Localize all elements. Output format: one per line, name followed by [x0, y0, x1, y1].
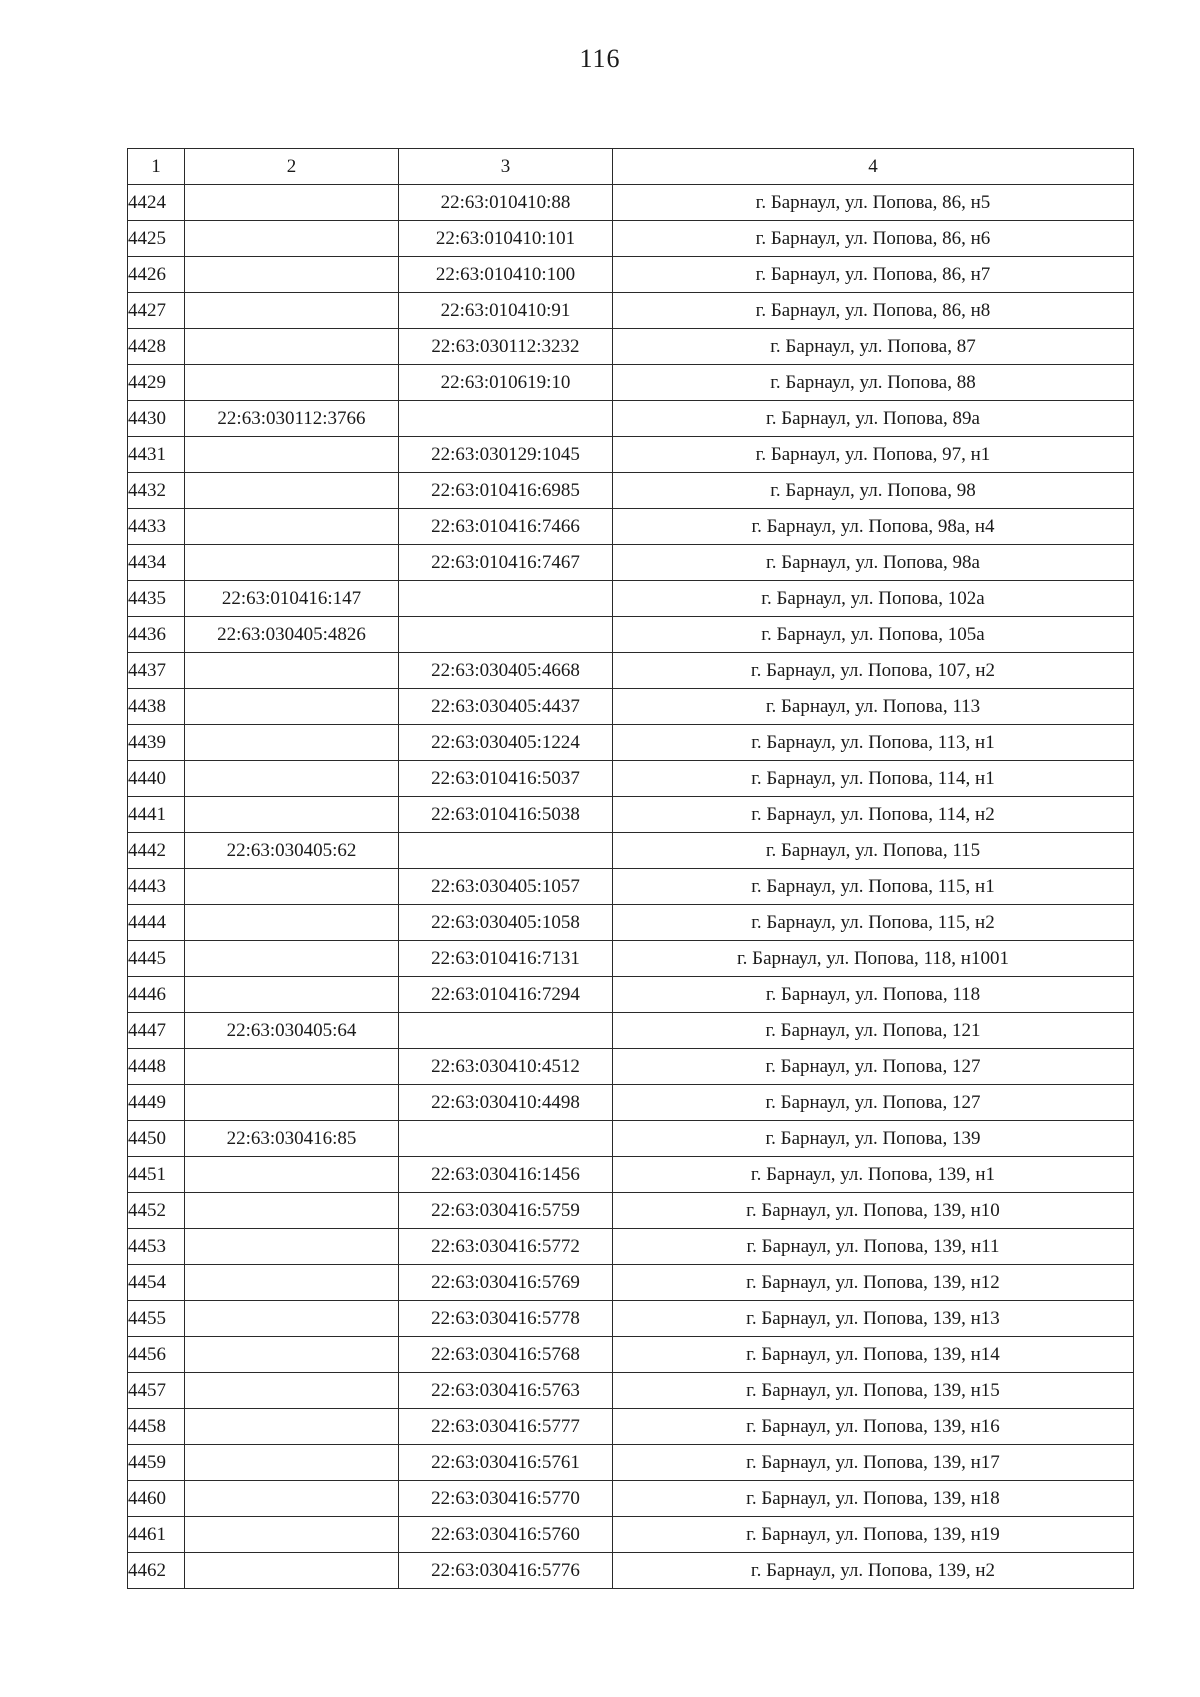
cadastral-number-col3: 22:63:030416:5759: [399, 1193, 613, 1229]
cadastral-number-col3: 22:63:030405:4437: [399, 689, 613, 725]
cadastral-number-col2: [185, 437, 399, 473]
table-row: [128, 365, 1134, 401]
address: г. Барнаул, ул. Попова, 98а, н4: [613, 509, 1134, 545]
table-row: [128, 185, 1134, 221]
table-row: [128, 797, 1134, 833]
row-number: 4459: [128, 1445, 185, 1481]
cadastral-number-col2: [185, 1085, 399, 1121]
row-number: 4446: [128, 977, 185, 1013]
address: г. Барнаул, ул. Попова, 86, н8: [613, 293, 1134, 329]
cadastral-number-col3: 22:63:030416:5772: [399, 1229, 613, 1265]
address: г. Барнаул, ул. Попова, 115, н1: [613, 869, 1134, 905]
cadastral-number-col3: 22:63:010410:101: [399, 221, 613, 257]
address: г. Барнаул, ул. Попова, 139, н14: [613, 1337, 1134, 1373]
table-row: [128, 1013, 1134, 1049]
cadastral-number-col2: [185, 365, 399, 401]
row-number: 4434: [128, 545, 185, 581]
cadastral-number-col3: [399, 401, 613, 437]
row-number: 4456: [128, 1337, 185, 1373]
address: г. Барнаул, ул. Попова, 127: [613, 1085, 1134, 1121]
row-number: 4454: [128, 1265, 185, 1301]
cadastral-number-col2: [185, 221, 399, 257]
address: г. Барнаул, ул. Попова, 139, н19: [613, 1517, 1134, 1553]
table-row: [128, 689, 1134, 725]
cadastral-number-col3: 22:63:010416:7131: [399, 941, 613, 977]
table-row: [128, 1229, 1134, 1265]
address: г. Барнаул, ул. Попова, 139, н1: [613, 1157, 1134, 1193]
table-body: [128, 185, 1134, 1589]
table-row: [128, 257, 1134, 293]
cadastral-number-col2: [185, 797, 399, 833]
header-col-1: 1: [128, 149, 185, 185]
cadastral-number-col2: [185, 1445, 399, 1481]
address: г. Барнаул, ул. Попова, 88: [613, 365, 1134, 401]
row-number: 4451: [128, 1157, 185, 1193]
table-row: [128, 1481, 1134, 1517]
cadastral-number-col3: 22:63:030416:5760: [399, 1517, 613, 1553]
table-row: [128, 869, 1134, 905]
table-row: [128, 1157, 1134, 1193]
table-row: [128, 329, 1134, 365]
address: г. Барнаул, ул. Попова, 139, н11: [613, 1229, 1134, 1265]
table-row: [128, 1337, 1134, 1373]
table-row: [128, 1373, 1134, 1409]
table-row: [128, 293, 1134, 329]
row-number: 4425: [128, 221, 185, 257]
page-number: 116: [579, 44, 621, 73]
row-number: 4449: [128, 1085, 185, 1121]
cadastral-number-col3: [399, 1013, 613, 1049]
cadastral-number-col2: [185, 545, 399, 581]
table-row: [128, 1085, 1134, 1121]
cadastral-number-col2: [185, 1517, 399, 1553]
cadastral-number-col2: [185, 293, 399, 329]
row-number: 4461: [128, 1517, 185, 1553]
table-row: [128, 653, 1134, 689]
address: г. Барнаул, ул. Попова, 86, н5: [613, 185, 1134, 221]
row-number: 4458: [128, 1409, 185, 1445]
cadastral-number-col2: [185, 185, 399, 221]
address: г. Барнаул, ул. Попова, 115: [613, 833, 1134, 869]
address: г. Барнаул, ул. Попова, 86, н7: [613, 257, 1134, 293]
row-number: 4445: [128, 941, 185, 977]
table-row: [128, 1517, 1134, 1553]
address: г. Барнаул, ул. Попова, 98а: [613, 545, 1134, 581]
table-header: [128, 149, 1134, 185]
cadastral-number-col3: [399, 617, 613, 653]
table-row: [128, 509, 1134, 545]
table-row: [128, 617, 1134, 653]
row-number: 4427: [128, 293, 185, 329]
address: г. Барнаул, ул. Попова, 139, н16: [613, 1409, 1134, 1445]
cadastral-number-col3: 22:63:030416:5777: [399, 1409, 613, 1445]
cadastral-number-col3: 22:63:030112:3232: [399, 329, 613, 365]
address: г. Барнаул, ул. Попова, 113: [613, 689, 1134, 725]
header-row: [128, 149, 1134, 185]
cadastral-number-col2: [185, 977, 399, 1013]
address: г. Барнаул, ул. Попова, 87: [613, 329, 1134, 365]
cadastral-number-col3: 22:63:030405:1057: [399, 869, 613, 905]
cadastral-number-col3: 22:63:010619:10: [399, 365, 613, 401]
cadastral-number-col2: [185, 1301, 399, 1337]
cadastral-number-col3: 22:63:010416:7466: [399, 509, 613, 545]
row-number: 4436: [128, 617, 185, 653]
cadastral-number-col2: [185, 1193, 399, 1229]
address: г. Барнаул, ул. Попова, 139, н18: [613, 1481, 1134, 1517]
cadastral-number-col2: [185, 1553, 399, 1589]
table-row: [128, 977, 1134, 1013]
address: г. Барнаул, ул. Попова, 86, н6: [613, 221, 1134, 257]
address: г. Барнаул, ул. Попова, 105а: [613, 617, 1134, 653]
row-number: 4424: [128, 185, 185, 221]
row-number: 4447: [128, 1013, 185, 1049]
table-row: [128, 905, 1134, 941]
cadastral-number-col2: [185, 653, 399, 689]
cadastral-number-col2: 22:63:030112:3766: [185, 401, 399, 437]
row-number: 4462: [128, 1553, 185, 1589]
table-row: [128, 401, 1134, 437]
table-row: [128, 1445, 1134, 1481]
address: г. Барнаул, ул. Попова, 139, н17: [613, 1445, 1134, 1481]
address: г. Барнаул, ул. Попова, 118, н1001: [613, 941, 1134, 977]
row-number: 4441: [128, 797, 185, 833]
table-row: [128, 833, 1134, 869]
cadastral-number-col3: 22:63:030405:4668: [399, 653, 613, 689]
address: г. Барнаул, ул. Попова, 89а: [613, 401, 1134, 437]
row-number: 4437: [128, 653, 185, 689]
row-number: 4443: [128, 869, 185, 905]
header-col-2: 2: [185, 149, 399, 185]
cadastral-number-col3: 22:63:030416:1456: [399, 1157, 613, 1193]
row-number: 4428: [128, 329, 185, 365]
table-row: [128, 1121, 1134, 1157]
row-number: 4453: [128, 1229, 185, 1265]
address: г. Барнаул, ул. Попова, 139, н10: [613, 1193, 1134, 1229]
row-number: 4444: [128, 905, 185, 941]
table-row: [128, 581, 1134, 617]
address: г. Барнаул, ул. Попова, 113, н1: [613, 725, 1134, 761]
cadastral-number-col3: 22:63:030129:1045: [399, 437, 613, 473]
address: г. Барнаул, ул. Попова, 139, н12: [613, 1265, 1134, 1301]
table-row: [128, 1301, 1134, 1337]
cadastral-number-col3: 22:63:010410:88: [399, 185, 613, 221]
address: г. Барнаул, ул. Попова, 107, н2: [613, 653, 1134, 689]
cadastral-number-col2: [185, 1337, 399, 1373]
row-number: 4431: [128, 437, 185, 473]
address: г. Барнаул, ул. Попова, 114, н1: [613, 761, 1134, 797]
table-row: [128, 1193, 1134, 1229]
row-number: 4460: [128, 1481, 185, 1517]
table-row: [128, 545, 1134, 581]
cadastral-number-col3: 22:63:030416:5763: [399, 1373, 613, 1409]
row-number: 4435: [128, 581, 185, 617]
table-row: [128, 941, 1134, 977]
row-number: 4426: [128, 257, 185, 293]
cadastral-number-col2: [185, 329, 399, 365]
registry-table: [127, 148, 1134, 1589]
row-number: 4442: [128, 833, 185, 869]
cadastral-number-col2: [185, 1481, 399, 1517]
cadastral-number-col2: [185, 509, 399, 545]
cadastral-number-col2: [185, 1409, 399, 1445]
cadastral-number-col2: 22:63:010416:147: [185, 581, 399, 617]
cadastral-number-col3: 22:63:030416:5761: [399, 1445, 613, 1481]
cadastral-number-col2: [185, 689, 399, 725]
cadastral-number-col3: 22:63:030416:5778: [399, 1301, 613, 1337]
cadastral-number-col2: [185, 1265, 399, 1301]
cadastral-number-col3: 22:63:010416:7467: [399, 545, 613, 581]
cadastral-number-col3: 22:63:030410:4498: [399, 1085, 613, 1121]
cadastral-number-col2: 22:63:030405:4826: [185, 617, 399, 653]
row-number: 4452: [128, 1193, 185, 1229]
table-row: [128, 221, 1134, 257]
address: г. Барнаул, ул. Попова, 98: [613, 473, 1134, 509]
address: г. Барнаул, ул. Попова, 118: [613, 977, 1134, 1013]
cadastral-number-col3: 22:63:010410:91: [399, 293, 613, 329]
table-row: [128, 473, 1134, 509]
address: г. Барнаул, ул. Попова, 114, н2: [613, 797, 1134, 833]
row-number: 4433: [128, 509, 185, 545]
cadastral-number-col2: [185, 941, 399, 977]
cadastral-number-col3: 22:63:030405:1224: [399, 725, 613, 761]
address: г. Барнаул, ул. Попова, 102а: [613, 581, 1134, 617]
table-row: [128, 1409, 1134, 1445]
cadastral-number-col3: [399, 1121, 613, 1157]
cadastral-number-col2: [185, 1229, 399, 1265]
cadastral-number-col3: 22:63:010410:100: [399, 257, 613, 293]
table-row: [128, 1049, 1134, 1085]
table-row: [128, 725, 1134, 761]
row-number: 4457: [128, 1373, 185, 1409]
cadastral-number-col3: 22:63:010416:6985: [399, 473, 613, 509]
cadastral-number-col3: 22:63:030416:5770: [399, 1481, 613, 1517]
cadastral-number-col2: [185, 1373, 399, 1409]
row-number: 4429: [128, 365, 185, 401]
row-number: 4440: [128, 761, 185, 797]
table-row: [128, 761, 1134, 797]
cadastral-number-col3: 22:63:030405:1058: [399, 905, 613, 941]
cadastral-number-col2: [185, 905, 399, 941]
address: г. Барнаул, ул. Попова, 139, н13: [613, 1301, 1134, 1337]
header-col-4: 4: [613, 149, 1134, 185]
address: г. Барнаул, ул. Попова, 139: [613, 1121, 1134, 1157]
cadastral-number-col3: 22:63:030410:4512: [399, 1049, 613, 1085]
cadastral-number-col3: [399, 581, 613, 617]
cadastral-number-col3: 22:63:010416:7294: [399, 977, 613, 1013]
cadastral-number-col3: [399, 833, 613, 869]
cadastral-number-col2: 22:63:030405:64: [185, 1013, 399, 1049]
address: г. Барнаул, ул. Попова, 121: [613, 1013, 1134, 1049]
cadastral-number-col2: [185, 869, 399, 905]
cadastral-number-col3: 22:63:030416:5768: [399, 1337, 613, 1373]
table-row: [128, 1265, 1134, 1301]
table-row: [128, 1553, 1134, 1589]
row-number: 4450: [128, 1121, 185, 1157]
row-number: 4438: [128, 689, 185, 725]
row-number: 4439: [128, 725, 185, 761]
cadastral-number-col2: 22:63:030416:85: [185, 1121, 399, 1157]
row-number: 4432: [128, 473, 185, 509]
cadastral-number-col2: [185, 761, 399, 797]
cadastral-number-col2: 22:63:030405:62: [185, 833, 399, 869]
row-number: 4455: [128, 1301, 185, 1337]
cadastral-number-col2: [185, 257, 399, 293]
cadastral-number-col3: 22:63:010416:5037: [399, 761, 613, 797]
row-number: 4448: [128, 1049, 185, 1085]
address: г. Барнаул, ул. Попова, 139, н15: [613, 1373, 1134, 1409]
cadastral-number-col3: 22:63:030416:5776: [399, 1553, 613, 1589]
table-row: [128, 437, 1134, 473]
header-col-3: 3: [399, 149, 613, 185]
cadastral-number-col2: [185, 1157, 399, 1193]
cadastral-number-col3: 22:63:010416:5038: [399, 797, 613, 833]
cadastral-number-col2: [185, 1049, 399, 1085]
row-number: 4430: [128, 401, 185, 437]
address: г. Барнаул, ул. Попова, 127: [613, 1049, 1134, 1085]
address: г. Барнаул, ул. Попова, 139, н2: [613, 1553, 1134, 1589]
address: г. Барнаул, ул. Попова, 115, н2: [613, 905, 1134, 941]
address: г. Барнаул, ул. Попова, 97, н1: [613, 437, 1134, 473]
cadastral-number-col2: [185, 725, 399, 761]
cadastral-number-col3: 22:63:030416:5769: [399, 1265, 613, 1301]
cadastral-number-col2: [185, 473, 399, 509]
